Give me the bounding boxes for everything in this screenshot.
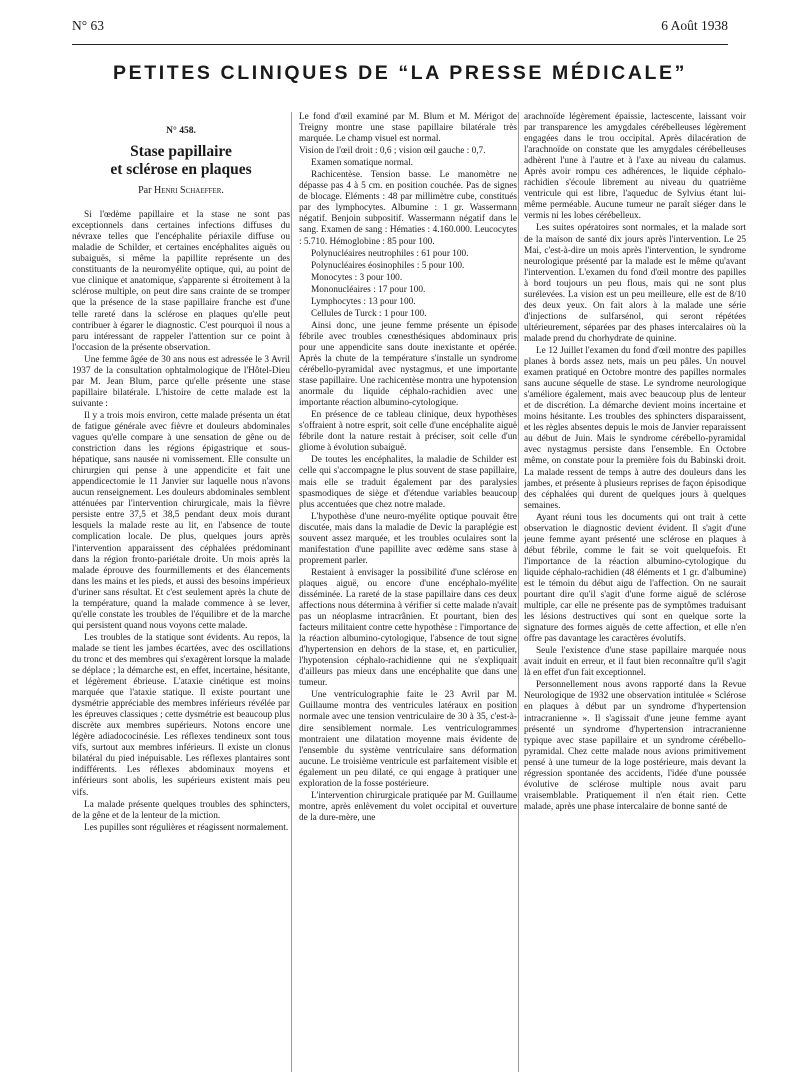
lab-value: Polynucléaires éosinophiles : 5 pour 100. bbox=[311, 260, 465, 271]
column-3 bbox=[524, 112, 746, 1072]
paragraph: Personnellement nous avons rapporté dans la Revue Neurologique de 1932 une observation intitulée « Sclérose en plaques à début par un syndrome d'hypertension intracranienne ». Il s'agissait d'une jeune femme ayant présenté un syndrome d'hypertension intracranienne typique avec stase papillaire et un syndrome cérébello-pyramidal. Chez cette malade nous avions primitivement pensé à une tumeur de la loge postérieure, mais devant la régression spontanée des accidents, l'idée d'une poussée évolutive de sclérose multiple nous avait paru vraisemblable. Pratiquement il n'en était rien. Cette malade, après une phase intercalaire de bonne santé de bbox=[524, 680, 746, 812]
author-prefix: Par bbox=[138, 185, 152, 197]
article-number: N° 458. bbox=[166, 126, 196, 136]
lab-value: Lymphocytes : 13 pour 100. bbox=[311, 296, 416, 307]
masthead-title: PETITES CLINIQUES DE “LA PRESSE MÉDICALE” bbox=[113, 62, 687, 84]
page-number: N° 63 bbox=[72, 18, 105, 33]
lab-value: Cellules de Turck : 1 pour 100. bbox=[311, 308, 427, 319]
paragraph: Les troubles de la statique sont évidents. Au repos, la malade se tient les jambes écartées, avec des oscillations du tronc et des membres qui s'exagèrent lorsque la malade se déplace ; la démarche est, en effet, incertaine, hésitante, et légèrement ébrieuse. L'ataxie cinétique est moins marquée que l'ataxie statique. Il existe pourtant une dysmétrie appréciable des membres inférieurs révélée par les épreuves classiques ; cette dysmétrie est beaucoup plus discrète aux membres supérieurs. Notons encore une légère adiadococinésie. Les réflexes tendineux sont tous vifs, surtout aux membres inférieurs. Il existe un clonus bilatéral du pied inépuisable. Les réflexes plantaires sont indifférents. Les réflexes abdominaux moyens et inférieurs sont abolis, les supérieurs existent mais peu vifs. bbox=[72, 632, 290, 798]
article-author bbox=[72, 185, 290, 196]
paragraph: Seule l'existence d'une stase papillaire marquée nous avait induit en erreur, et il faut bien reconnaître qu'il s'agit là en effet d'un fait exceptionnel. bbox=[524, 646, 746, 679]
lab-value: Mononucléaires : 17 pour 100. bbox=[311, 284, 426, 295]
paragraph: Restaient à envisager la possibilité d'une sclérose en plaques aiguë, ou encore d'une encéphalo-myélite disséminée. La rareté de la stase papillaire dans ces deux affections nous détermina à vérifier si cette malade n'avait pas un néoplasme intracrânien. Et pourtant, bien des facteurs militaient contre cette hypothèse : l'importance de la réaction albumino-cytologique, l'absence de tout signe d'hypertension en dehors de la stase, et, en particulier, l'hypotension céphalo-rachidienne qui ne s'expliquait d'ailleurs pas mieux dans une encéphalite que dans une tumeur. bbox=[299, 567, 517, 689]
paragraph: Les pupilles sont régulières et réagissent normalement. bbox=[84, 822, 289, 833]
paragraph: L'intervention chirurgicale pratiquée par M. Guillaume montre, après enlèvement du volet occipital et ouverture de la dure-mère, une bbox=[299, 790, 517, 823]
paragraph: arachnoïde légèrement épaissie, lactescente, laissant voir par transparence les amygdales cérébelleuses légèrement engagées dans le trou occipital. Après dilacération de l'arachnoïde on constate que les amygdales cérébelleuses adhèrent l'une à l'autre et à l'axe au niveau du calamus. Après avoir rompu ces adhérences, le liquide céphalo-rachidien s'écoule librement au niveau du quatrième ventricule qui est libre, l'aqueduc de Sylvius étant lui-même perméable. Aucune tumeur ne paraît siéger dans le vermis ni les lobes cérébelleux. bbox=[524, 112, 746, 222]
column-divider bbox=[291, 112, 292, 1072]
paragraph: Ayant réuni tous les documents qui ont trait à cette observation le diagnostic devient évident. Il s'agit d'une jeune femme ayant présenté une sclérose en plaques à début fébrile, comme le fait se voit quelquefois. Et l'importance de la réaction albumino-cytologique du liquide céphalo-rachidien (48 éléments et 1 gr. d'albumine) est le témoin du début aigu de l'affection. On ne saurait pourtant dire qu'il s'agit d'une forme aiguë de sclérose multiple, car elle ne présente pas de symptômes traduisant les lésions destructives qui sont en quelque sorte la signature des formes aiguës de cette affection, et elle n'en offre pas davantage les caractères évolutifs. bbox=[524, 512, 746, 645]
lab-value: Polynucléaires neutrophiles : 61 pour 100. bbox=[311, 248, 469, 259]
article-title bbox=[72, 143, 290, 179]
paragraph: Les suites opératoires sont normales, et la malade sort de la maison de santé dix jours après l'intervention. Le 25 Mai, c'est-à-dire un mois après l'intervention, le syndrome neurologique présenté par la malade est le même qu'avant l'intervention. L'examen du fond d'œil montre des papilles à bord toujours un peu flous, mais qui ne sont plus surélevées. La vision est un peu meilleure, elle est de 8/10 des deux yeux. On fait alors à la malade une série d'injections de sulfarsénol, qui seront répétées ultérieurement, séparées par des phases intercalaires où la malade prend du chorhydrate de quinine. bbox=[524, 223, 746, 344]
paragraph: Il y a trois mois environ, cette malade présenta un état de fatigue générale avec fièvre et douleurs abdominales vagues qu'elle compare à une sensation de gêne ou de constriction dans les régions épigastrique et sous-hépatique, sans nausée ni vomissement. Elle consulte un chirurgien qui pense à une appendicite et fait une appendicectomie le 11 Janvier sur laquelle nous n'avons aucun renseignement. Les douleurs abdominales semblent atténuées par l'intervention chirurgicale, mais la fièvre persiste entre 37,5 et 38,5 pendant deux mois durant lesquels la malade reste au lit, en l'absence de toute complication locale. De plus, quelques jours après l'intervention apparaissent des céphalées prédominant dans la région fronto-pariétale droite. Un mois après la malade éprouve des fourmillements et des élancements dans les mains et les pieds, et aussi des besoins impérieux d'uriner sans résultat. Et c'est seulement après la chute de la température, quand la malade commence à se lever, qu'elle constate les troubles de l'équilibre et de la marche qui persistent quand nous voyons cette malade. bbox=[72, 410, 290, 631]
paragraph: Une femme âgée de 30 ans nous est adressée le 3 Avril 1937 de la consultation ophtalmologique de l'Hôtel-Dieu par M. Jean Blum, parce qu'elle présente une stase papillaire bilatérale. L'histoire de cette malade est la suivante : bbox=[72, 354, 290, 409]
lab-value: Monocytes : 3 pour 100. bbox=[311, 272, 403, 283]
article-title-line-2: et sclérose en plaques bbox=[110, 161, 252, 179]
author-name: Henri Schaeffer. bbox=[153, 185, 224, 197]
paragraph: Vision de l'œil droit : 0,6 ; vision œil gauche : 0,7. bbox=[299, 146, 486, 157]
paragraph: Une ventriculographie faite le 23 Avril par M. Guillaume montra des ventricules latéraux en position normale avec une tension ventriculaire de 30 à 35, c'est-à-dire sensiblement normale. Les ventriculogrammes montraient une dilatation moyenne mais évidente de l'ensemble du système ventriculaire sans déformation aucune. Le troisième ventricule est parfaitement visible et également un peu dilaté, ce qui engage à pratiquer une exploration de la fosse postérieure. bbox=[299, 690, 517, 789]
header-rule bbox=[72, 44, 728, 45]
paragraph: Le fond d'œil examiné par M. Blum et M. Mérigot de Treigny montre une stase papillaire bilatérale très marquée. Le champ visuel est normal. bbox=[299, 112, 517, 145]
column-2 bbox=[299, 112, 517, 1072]
column-1 bbox=[72, 112, 290, 1072]
paragraph: En présence de ce tableau clinique, deux hypothèses s'offraient à notre esprit, soit celle d'une encéphalite aiguë fébrile dont la nature restait à préciser, soit celle d'un gliome à évolution subaiguë. bbox=[299, 410, 517, 454]
column-divider bbox=[518, 112, 519, 1072]
article-title-line-1: Stase papillaire bbox=[130, 143, 232, 161]
running-header bbox=[72, 18, 728, 40]
paragraph: L'hypothèse d'une neuro-myélite optique pouvait être discutée, mais dans la maladie de Devic la paraplégie est souvent assez marquée, et les troubles oculaires sont la manifestation d'une papillite avec œdème sans stase à proprement parler. bbox=[299, 511, 517, 566]
paragraph: De toutes les encéphalites, la maladie de Schilder est celle qui s'accompagne le plus souvent de stase papillaire, mais elle se traduit également par des paralysies spasmodiques de siège et d'étendue variables beaucoup plus accentuées que chez notre malade. bbox=[299, 455, 517, 510]
paragraph: Si l'œdème papillaire et la stase ne sont pas exceptionnels dans certaines infections diffuses du névraxe telles que l'encéphalite périaxile diffuse ou maladie de Schilder, et certaines encéphalites aiguës ou subaiguës, si même la papillite représente un des constituants de la neuromyélite optique, qui, au point de vue clinique et anatomique, s'apparente si étroitement à la sclérose multiple, on peut dire sans crainte de se tromper que la présence de la stase papillaire franche est d'une telle rareté dans la sclérose en plaques qu'elle peut contribuer à égarer le diagnostic. C'est pourquoi il nous a paru intéressant de rappeler l'attention sur ce point à l'occasion de la présente observation. bbox=[72, 210, 290, 353]
paragraph: Examen somatique normal. bbox=[311, 158, 413, 169]
issue-date: 6 Août 1938 bbox=[661, 18, 728, 33]
paragraph: Rachicentèse. Tension basse. Le manomètre ne dépasse pas 4 à 5 cm. en position couchée. Pas de signes de blocage. Eléments : 48 par millimètre cube, constitués par des lymphocytes. Albumine : 1 gr. Wassermann négatif. Benjoin subpositif. Wassermann négatif dans le sang. Examen de sang : Hématies : 4.160.000. Leucocytes : 5.710. Hémoglobine : 85 pour 100. bbox=[299, 170, 517, 247]
paragraph: La malade présente quelques troubles des sphincters, de la gêne et de la lenteur de la miction. bbox=[72, 799, 290, 821]
paragraph: Ainsi donc, une jeune femme présente un épisode fébrile avec troubles cœnesthésiques abdominaux pris pour une appendicite sans doute inexistante et opérée. Après la chute de la température s'installe un syndrome cérébello-pyramidal avec nystagmus, et une importante stase papillaire. Une rachicentèse montra une hypotension anormale du liquide céphalo-rachidien avec une importante réaction albumino-cytologique. bbox=[299, 320, 517, 409]
column-1-body bbox=[72, 210, 290, 834]
paragraph: Le 12 Juillet l'examen du fond d'œil montre des papilles planes à bords assez nets, mais un peu pâles. Un nouvel examen pratiqué en Octobre montre des papilles normales sans aucune séquelle de stase. Le syndrome neurologique s'améliore également, mais avec beaucoup plus de lenteur et de discrétion. La démarche devient moins incertaine et moins hésitante. Les troubles des sphincters disparaissent, et les règles absentes depuis le mois de Janvier reparaissent au début de Juin. Mais le syndrome cérébello-pyramidal avec nystagmus persiste dans l'ensemble. En Octobre même, on constate pour la première fois du Babinski droit. La malade ressent de temps à autre des douleurs dans les jambes, et présente à plusieurs reprises de façon épisodique des céphalées qui durent de quelques jours à quelques semaines. bbox=[524, 345, 746, 511]
